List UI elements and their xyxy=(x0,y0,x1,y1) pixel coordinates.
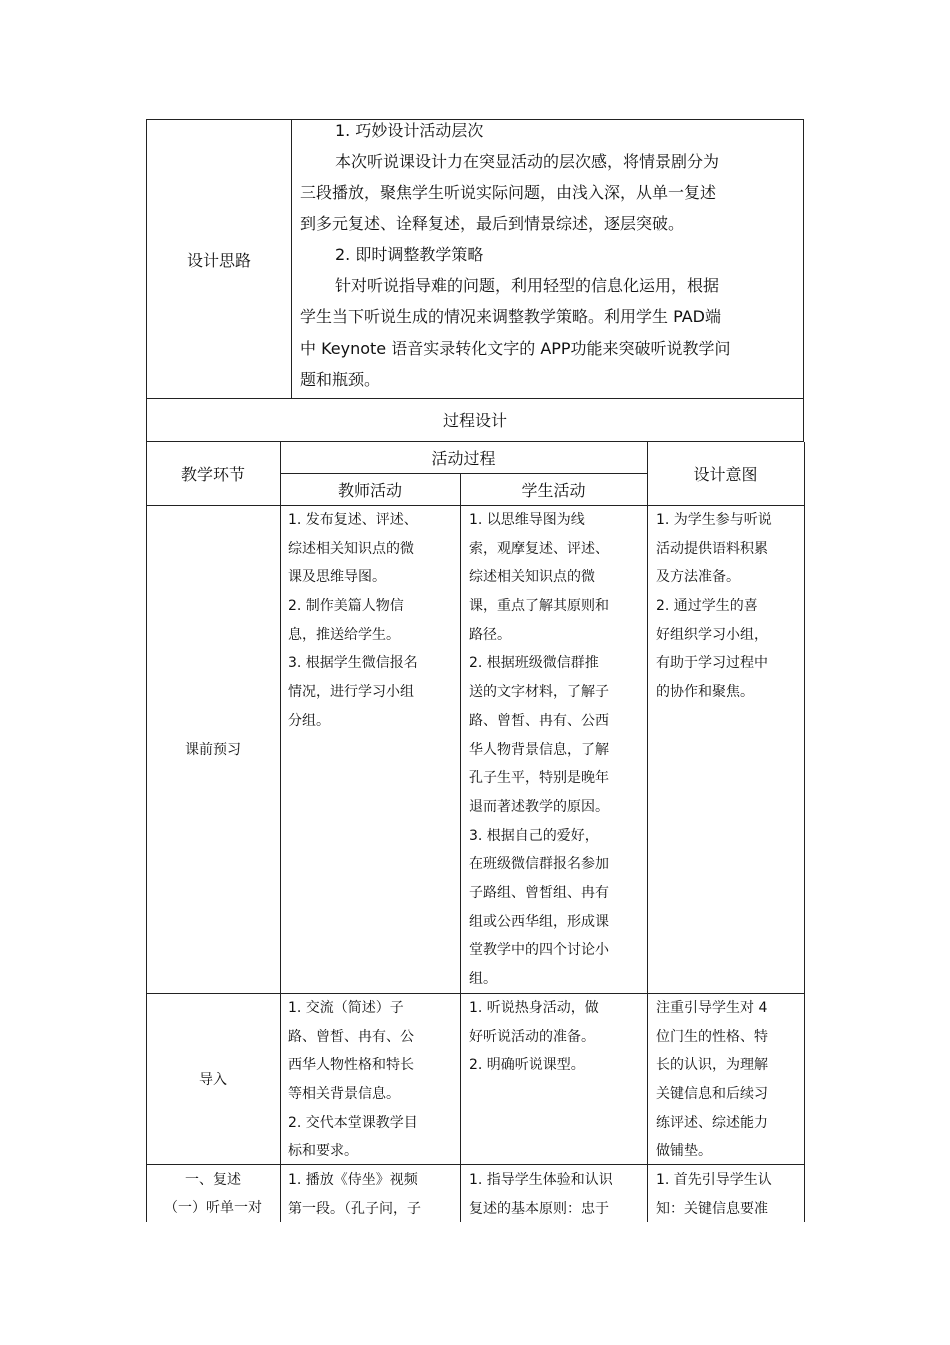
text-line: 送的文字材料，了解子 xyxy=(469,684,609,701)
student-activity-cell xyxy=(469,1166,613,1223)
text-line: 1. 交流（简述）子 xyxy=(288,1000,404,1016)
intent-cell xyxy=(656,994,768,1166)
design-line: 2. 即时调整教学策略 xyxy=(335,245,484,264)
text-line: 活动提供语料积累 xyxy=(656,540,768,557)
header-stage: 教学环节 xyxy=(180,465,245,484)
text-line: 组或公西华组，形成课 xyxy=(469,913,609,930)
text-line: 好听说活动的准备。 xyxy=(469,1028,595,1045)
design-line: 学生当下听说生成的情况来调整教学策略。利用学生 PAD端 xyxy=(300,307,721,326)
student-activity-cell xyxy=(469,994,599,1080)
design-line: 到多元复述、诠释复述，最后到情景综述，逐层突破。 xyxy=(300,214,685,233)
text-line: 标和要求。 xyxy=(288,1143,358,1160)
text-line: 的协作和聚焦。 xyxy=(656,684,754,701)
text-line: 退而著述教学的原因。 xyxy=(469,798,609,815)
text-line: 综述相关知识点的微 xyxy=(288,540,414,557)
design-label: 设计思路 xyxy=(147,120,292,398)
text-line: 2. 明确听说课型。 xyxy=(469,1057,585,1074)
text-line: 在班级微信群报名参加 xyxy=(469,856,609,873)
text-line: 好组织学习小组， xyxy=(656,626,768,643)
teacher-activity-cell xyxy=(288,994,418,1166)
text-line: 一、复述 xyxy=(185,1172,241,1188)
text-line: 情况，进行学习小组 xyxy=(288,684,414,701)
text-line: 1. 以思维导图为线 xyxy=(469,512,585,528)
intent-cell xyxy=(656,1166,772,1223)
text-line: 2. 通过学生的喜 xyxy=(656,598,758,615)
design-line: 题和瓶颈。 xyxy=(300,370,381,389)
design-line: 针对听说指导难的问题，利用轻型的信息化运用，根据 xyxy=(335,276,720,295)
text-line: 长的认识，为理解 xyxy=(656,1057,768,1074)
text-line: 西华人物性格和特长 xyxy=(288,1057,414,1074)
text-line: 路、曾皙、冉有、公 xyxy=(288,1028,414,1045)
text-line: 2. 制作美篇人物信 xyxy=(288,598,404,615)
teacher-activity-cell xyxy=(288,1166,421,1223)
stage-preview: 课前预习 xyxy=(185,742,241,758)
text-line: 2. 交代本堂课教学目 xyxy=(288,1114,418,1131)
header-intent: 设计意图 xyxy=(693,465,758,484)
text-line: 1. 为学生参与听说 xyxy=(656,512,772,528)
text-line: 注重引导学生对 4 xyxy=(656,1000,768,1016)
process-design-title: 过程设计 xyxy=(146,398,804,442)
text-line: 有助于学习过程中 xyxy=(656,655,768,672)
text-line: 1. 播放《侍坐》视频 xyxy=(288,1172,418,1188)
text-line: 做铺垫。 xyxy=(656,1143,712,1160)
text-line: 1. 听说热身活动，做 xyxy=(469,1000,599,1016)
text-line: 等相关背景信息。 xyxy=(288,1086,400,1103)
text-line: 练评述、综述能力 xyxy=(656,1114,768,1131)
text-line: 知：关键信息要准 xyxy=(656,1200,768,1217)
text-line: 位门生的性格、特 xyxy=(656,1028,768,1045)
text-line: 关键信息和后续习 xyxy=(656,1086,768,1103)
text-line: 3. 根据自己的爱好， xyxy=(469,827,599,844)
text-line: 1. 指导学生体验和认识 xyxy=(469,1172,613,1188)
stage-retelling xyxy=(146,1166,280,1222)
intent-cell xyxy=(656,506,772,707)
text-line: （一）听单一对 xyxy=(164,1200,262,1216)
text-line: 分组。 xyxy=(288,712,330,729)
text-line: 1. 首先引导学生认 xyxy=(656,1172,772,1188)
table-right-border xyxy=(804,442,805,1222)
header-teacher: 教师活动 xyxy=(337,480,402,500)
text-line: 孔子生平，特别是晚年 xyxy=(469,770,609,787)
text-line: 组。 xyxy=(469,971,497,987)
header-student: 学生活动 xyxy=(521,480,586,500)
teacher-activity-cell xyxy=(288,506,418,736)
design-line: 本次听说课设计力在突显活动的层次感，将情景剧分为 xyxy=(335,152,720,171)
text-line: 复述的基本原则：忠于 xyxy=(469,1200,609,1217)
student-activity-cell xyxy=(469,506,609,994)
text-line: 第一段。（孔子问，子 xyxy=(288,1200,421,1217)
text-line: 索，观摩复述、评述、 xyxy=(469,540,609,557)
text-line: 路径。 xyxy=(469,626,511,643)
text-line: 华人物背景信息，了解 xyxy=(469,741,609,758)
design-line: 中 Keynote 语音实录转化文字的 APP功能来突破听说教学问 xyxy=(300,339,731,358)
text-line: 堂教学中的四个讨论小 xyxy=(469,942,609,959)
text-line: 综述相关知识点的微 xyxy=(469,569,595,586)
text-line: 1. 发布复述、评述、 xyxy=(288,512,418,528)
header-activity: 活动过程 xyxy=(431,449,496,468)
stage-introduction: 导入 xyxy=(199,1072,227,1088)
text-line: 及方法准备。 xyxy=(656,569,740,586)
text-line: 子路组、曾皙组、冉有 xyxy=(469,884,609,901)
text-line: 3. 根据学生微信报名 xyxy=(288,655,418,672)
design-line: 三段播放，聚焦学生听说实际问题，由浅入深，从单一复述 xyxy=(300,183,717,202)
text-line: 路、曾皙、冉有、公西 xyxy=(469,712,609,729)
text-line: 课，重点了解其原则和 xyxy=(469,598,609,615)
design-line: 1. 巧妙设计活动层次 xyxy=(335,121,484,140)
text-line: 息，推送给学生。 xyxy=(288,626,400,643)
text-line: 课及思维导图。 xyxy=(288,569,386,586)
text-line: 2. 根据班级微信群推 xyxy=(469,655,599,672)
